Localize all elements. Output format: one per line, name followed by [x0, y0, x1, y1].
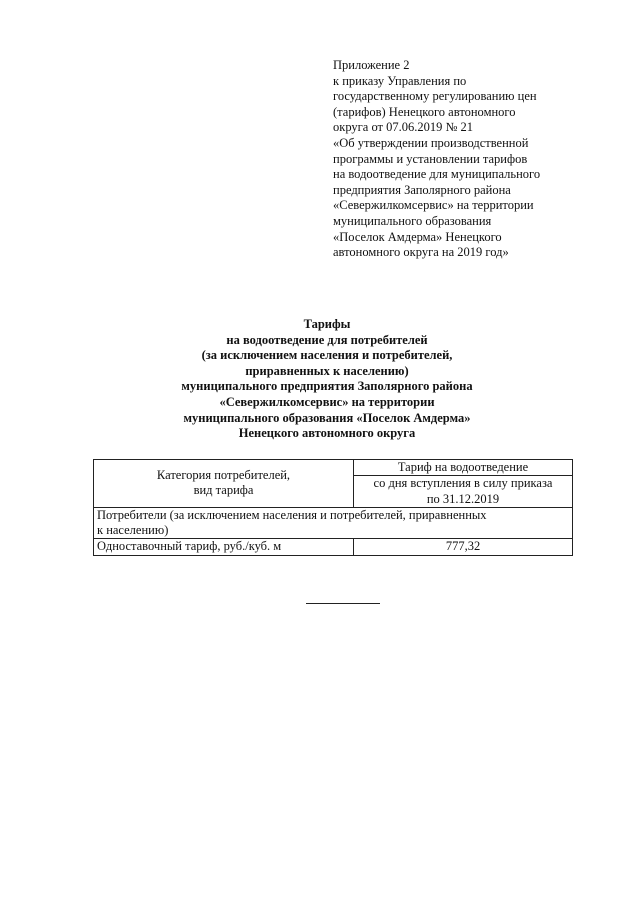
- header-period-line: по 31.12.2019: [426, 491, 500, 506]
- header-category-line: Категория потребителей,: [156, 468, 291, 483]
- header-category-cell: [94, 460, 354, 508]
- appendix-line: на водоотведение для муниципального: [333, 167, 541, 182]
- title-line: муниципального образования «Поселок Амдерма»: [183, 410, 471, 425]
- closing-divider: [306, 603, 380, 604]
- title-line: на водоотведение для потребителей: [226, 332, 428, 347]
- appendix-line: к приказу Управления по: [333, 73, 467, 88]
- appendix-line: государственному регулированию цен: [333, 89, 537, 104]
- table-row: [94, 539, 573, 555]
- title-line: Тарифы: [303, 317, 351, 331]
- document-title: [90, 317, 564, 442]
- group-label-line: к населению): [97, 523, 169, 538]
- appendix-line: Приложение 2: [333, 58, 410, 72]
- header-tariff-cell: Тариф на водоотведение: [354, 460, 573, 476]
- header-period-cell: [354, 476, 573, 508]
- appendix-line: автономного округа на 2019 год»: [333, 245, 509, 260]
- title-line: «Севержилкомсервис» на территории: [219, 394, 435, 409]
- appendix-line: (тарифов) Ненецкого автономного: [333, 104, 516, 119]
- title-line: Ненецкого автономного округа: [238, 426, 416, 441]
- title-line: приравненных к населению): [245, 363, 409, 378]
- title-line: муниципального предприятия Заполярного района: [181, 379, 473, 394]
- title-line: (за исключением населения и потребителей,: [201, 348, 453, 363]
- group-label-cell: [94, 507, 573, 539]
- appendix-line: программы и установлении тарифов: [333, 151, 528, 166]
- row-value-cell: 777,32: [354, 539, 573, 555]
- tariff-table: [93, 459, 573, 556]
- table-header-row: [94, 460, 573, 476]
- header-category-line: вид тарифа: [193, 483, 254, 498]
- appendix-line: «Поселок Амдерма» Ненецкого: [333, 229, 502, 244]
- appendix-line: «Об утверждении производственной: [333, 135, 529, 150]
- header-period-line: со дня вступления в силу приказа: [373, 476, 553, 491]
- row-label-cell: Одноставочный тариф, руб./куб. м: [94, 539, 354, 555]
- appendix-block: [333, 58, 593, 261]
- appendix-line: муниципального образования: [333, 213, 492, 228]
- appendix-line: округа от 07.06.2019 № 21: [333, 120, 474, 135]
- table-group-row: [94, 507, 573, 539]
- group-label-line: Потребители (за исключением населения и потребителей, приравненных: [97, 507, 487, 522]
- appendix-line: «Севержилкомсервис» на территории: [333, 198, 534, 213]
- appendix-line: предприятия Заполярного района: [333, 182, 511, 197]
